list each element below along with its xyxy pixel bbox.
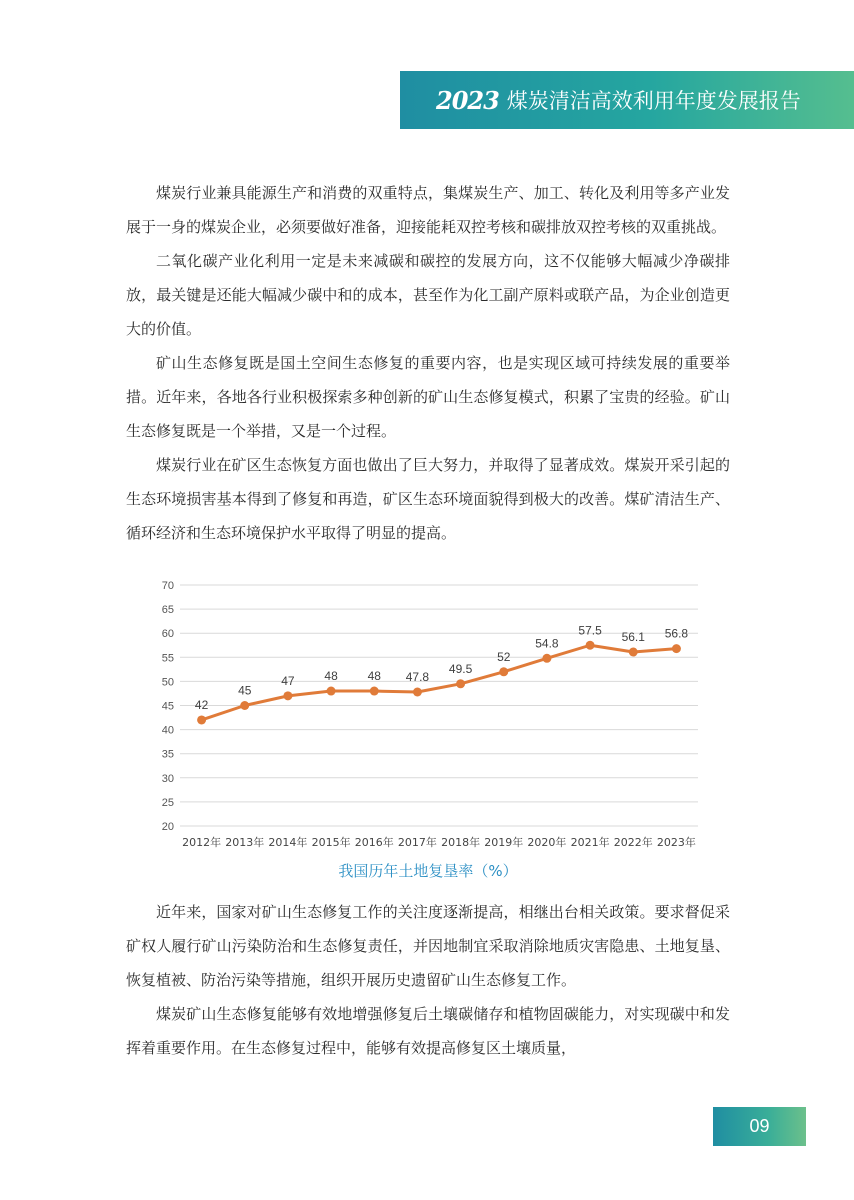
data-label: 48	[324, 669, 338, 684]
data-label: 56.8	[664, 626, 689, 641]
data-point	[629, 647, 638, 656]
data-point	[413, 688, 422, 697]
line-chart-svg	[126, 575, 730, 865]
x-tick-label: 2017年	[397, 836, 437, 849]
x-tick-label: 2019年	[484, 836, 524, 849]
data-point	[672, 644, 681, 653]
x-tick-label: 2021年	[570, 836, 610, 849]
data-point	[370, 687, 379, 696]
x-tick-label: 2013年	[225, 836, 265, 849]
data-label: 57.5	[578, 623, 602, 638]
data-label: 48	[367, 669, 381, 684]
header-year-logo: 2023	[436, 85, 499, 115]
data-point	[499, 667, 508, 676]
x-tick-label: 2020年	[527, 836, 567, 849]
paragraph: 煤炭矿山生态修复能够有效地增强修复后土壤碳储存和植物固碳能力，对实现碳中和发挥着重要作用。在生态修复过程中，能够有效提高修复区土壤质量，	[126, 1005, 730, 1057]
y-tick-label: 60	[161, 628, 174, 641]
series-line	[202, 645, 677, 720]
chart-caption: 我国历年土地复垦率（%）	[338, 862, 518, 880]
data-label: 47.8	[405, 670, 430, 685]
data-label: 54.8	[535, 636, 559, 651]
y-tick-label: 50	[161, 676, 174, 689]
paragraph: 近年来，国家对矿山生态修复工作的关注度逐渐提高，相继出台相关政策。要求督促采矿权人履行矿山污染防治和生态修复责任，并因地制宜采取消除地质灾害隐患、土地复垦、恢复植被、防治污染等措施，组织开展历史遗留矿山生态修复工作。	[126, 903, 730, 989]
header-banner	[400, 71, 854, 129]
y-tick-label: 40	[161, 724, 174, 737]
body-text-bottom	[126, 895, 730, 1065]
x-tick-label: 2016年	[354, 836, 394, 849]
data-label: 56.1	[621, 629, 645, 644]
paragraph: 矿山生态修复既是国土空间生态修复的重要内容，也是实现区域可持续发展的重要举措。近年来，各地各行业积极探索多种创新的矿山生态修复模式，积累了宝贵的经验。矿山生态修复既是一个举措，又是一个过程。	[126, 354, 730, 440]
land-reclamation-chart	[126, 575, 730, 865]
data-point	[456, 679, 465, 688]
data-point	[542, 654, 551, 663]
data-label: 45	[238, 683, 252, 698]
data-label: 49.5	[448, 661, 473, 676]
x-tick-label: 2023年	[656, 836, 696, 849]
y-tick-label: 55	[161, 652, 174, 665]
x-tick-label: 2015年	[311, 836, 351, 849]
y-tick-label: 20	[161, 821, 174, 833]
paragraph: 二氧化碳产业化利用一定是未来减碳和碳控的发展方向，这不仅能够大幅减少净碳排放，最关键是还能大幅减少碳中和的成本，甚至作为化工副产原料或联产品，为企业创造更大的价值。	[126, 252, 730, 338]
y-tick-label: 25	[161, 796, 174, 809]
paragraph: 煤炭行业兼具能源生产和消费的双重特点，集煤炭生产、加工、转化及利用等多产业发展于一身的煤炭企业，必须要做好准备，迎接能耗双控考核和碳排放双控考核的双重挑战。	[126, 184, 730, 236]
data-label: 42	[194, 697, 209, 712]
x-tick-label: 2018年	[441, 836, 481, 849]
y-tick-label: 30	[161, 772, 174, 785]
y-tick-label: 45	[161, 700, 174, 713]
y-tick-label: 70	[161, 580, 174, 592]
data-label: 52	[497, 649, 511, 664]
page-number: 09	[713, 1107, 806, 1146]
x-tick-label: 2014年	[268, 836, 308, 849]
y-tick-label: 35	[161, 748, 174, 761]
data-point	[283, 691, 292, 700]
x-tick-label: 2012年	[182, 836, 222, 849]
data-point	[197, 715, 206, 724]
x-tick-label: 2022年	[613, 836, 653, 849]
report-title: 煤炭清洁高效利用年度发展报告	[506, 89, 801, 113]
data-label: 47	[281, 673, 295, 688]
data-point	[240, 701, 249, 710]
data-point	[586, 641, 595, 650]
body-text-top	[126, 176, 730, 550]
paragraph: 煤炭行业在矿区生态恢复方面也做出了巨大努力，并取得了显著成效。煤炭开采引起的生态环境损害基本得到了修复和再造，矿区生态环境面貌得到极大的改善。煤矿清洁生产、循环经济和生态环境保护水平取得了明显的提高。	[126, 456, 730, 542]
data-point	[327, 687, 336, 696]
y-tick-label: 65	[161, 604, 174, 617]
